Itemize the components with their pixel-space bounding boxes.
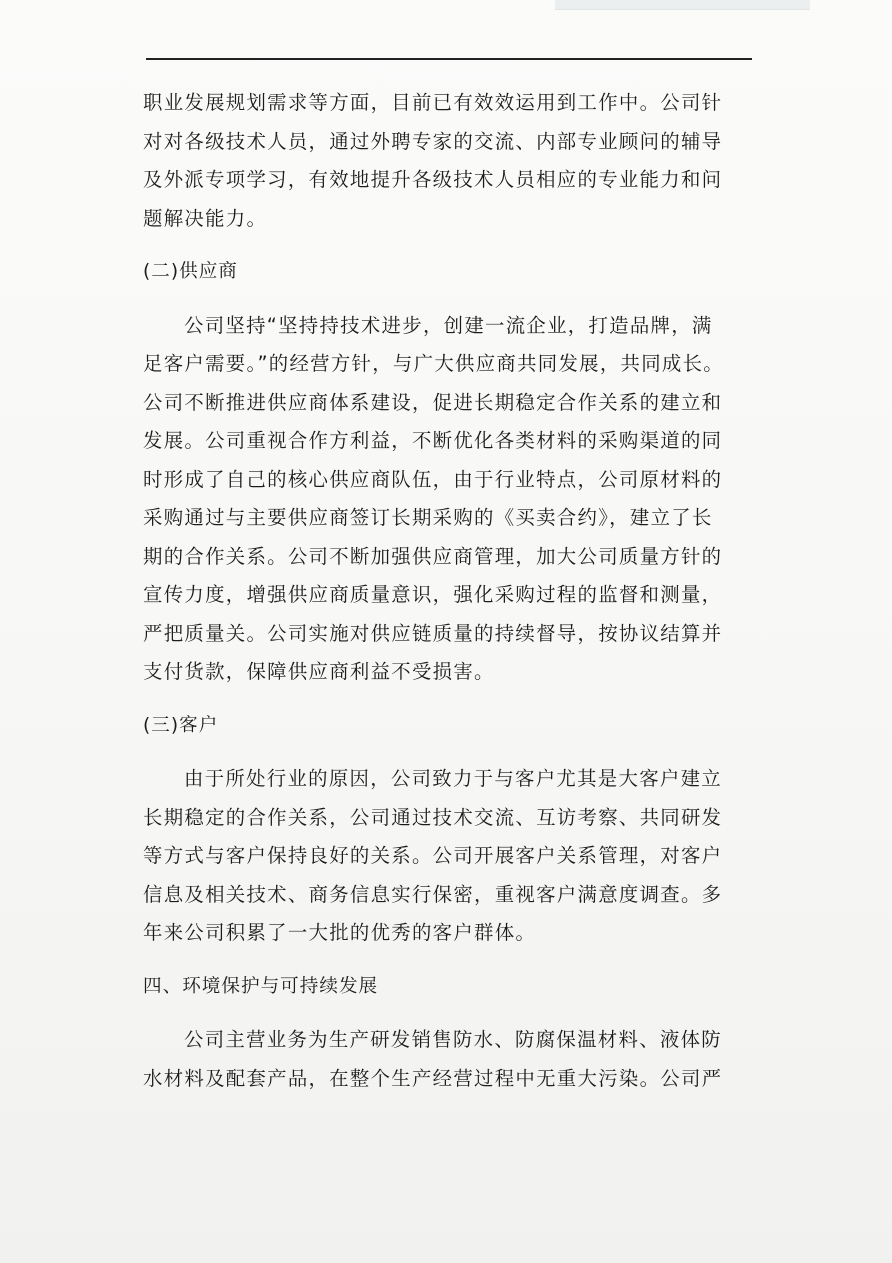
text-line: 对对各级技术人员，通过外聘专家的交流、内部专业顾问的辅导 — [143, 129, 723, 153]
text-line: 信息及相关技术、商务信息实行保密，重视客户满意度调查。多 — [143, 882, 723, 906]
text-line: 及外派专项学习，有效地提升各级技术人员相应的专业能力和问 — [143, 168, 723, 191]
text-line: 采购通过与主要供应商签订长期采购的《买卖合约》，建立了长 — [143, 506, 713, 529]
section-heading-customers — [143, 707, 756, 746]
document-body — [143, 84, 756, 1098]
heading-text: (二)供应商 — [143, 261, 238, 282]
section-heading-suppliers — [143, 253, 756, 292]
text-line: 严把质量关。公司实施对供应链质量的持续督导，按协议结算并 — [143, 621, 723, 645]
text-line: 期的合作关系。公司不断加强供应商管理，加大公司质量方针的 — [143, 544, 723, 568]
text-line: 公司主营业务为生产研发销售防水、防腐保温材料、液体防 — [184, 1028, 722, 1051]
paragraph-customers — [143, 760, 756, 953]
text-line: 支付货款，保障供应商利益不受损害。 — [143, 660, 495, 683]
heading-text: (三)客户 — [143, 714, 219, 736]
text-line: 题解决能力。 — [143, 206, 268, 230]
text-line: 宣传力度，增强供应商质量意识，强化采购过程的监督和测量， — [143, 583, 723, 606]
text-line: 公司不断推进供应商体系建设，促进长期稳定合作关系的建立和 — [143, 390, 723, 414]
text-line: 职业发展规划需求等方面，目前已有效效运用到工作中。公司针 — [143, 91, 723, 114]
header-rule — [146, 58, 752, 60]
text-line: 公司坚持“坚持持技术进步，创建一流企业，打造品牌，满 — [184, 313, 713, 337]
section-heading-environment — [143, 968, 756, 1007]
text-line: 时形成了自己的核心供应商队伍，由于行业特点，公司原材料的 — [143, 467, 723, 491]
text-line: 水材料及配套产品，在整个生产经营过程中无重大污染。公司严 — [143, 1066, 723, 1090]
text-line: 由于所处行业的原因，公司致力于与客户尤其是大客户建立 — [184, 767, 722, 790]
text-line: 足客户需要。”的经营方针，与广大供应商共同发展，共同成长。 — [143, 352, 724, 375]
heading-text: 四、环境保护与可持续发展 — [143, 975, 379, 997]
paragraph-training-continued — [143, 84, 756, 238]
text-line: 发展。公司重视合作方利益，不断优化各类材料的采购渠道的同 — [143, 429, 723, 452]
scan-edge-strip — [555, 0, 810, 10]
text-line: 等方式与客户保持良好的关系。公司开展客户关系管理，对客户 — [143, 844, 723, 867]
text-line: 年来公司积累了一大批的优秀的客户群体。 — [143, 921, 537, 944]
paragraph-suppliers — [143, 307, 756, 692]
text-line: 长期稳定的合作关系，公司通过技术交流、互访考察、共同研发 — [143, 805, 723, 829]
paragraph-environment — [143, 1021, 756, 1098]
